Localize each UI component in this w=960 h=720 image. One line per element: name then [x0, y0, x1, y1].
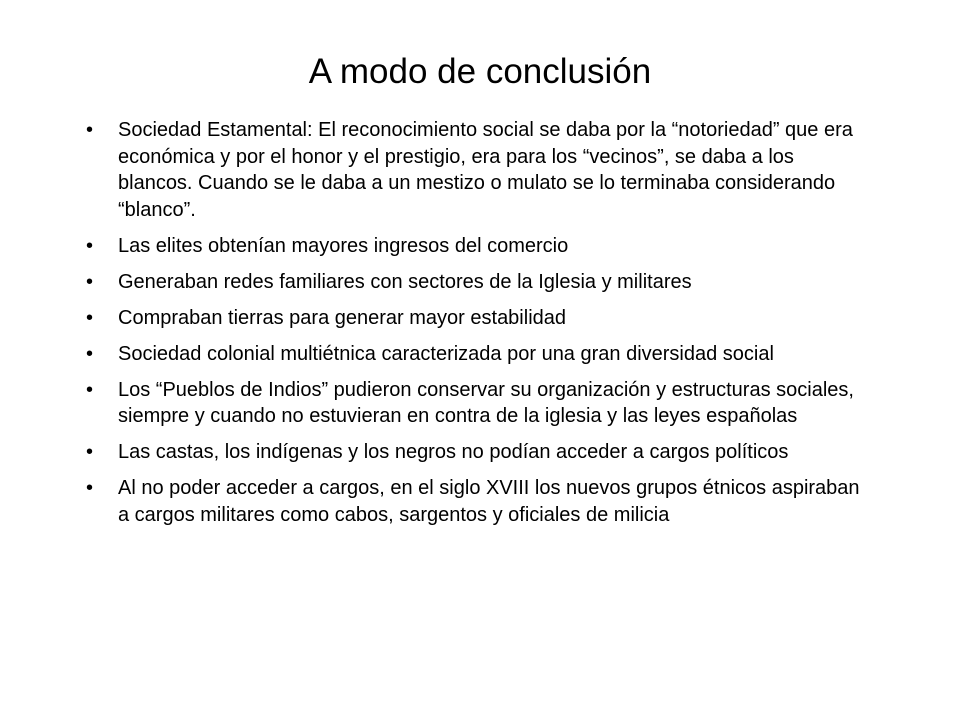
bullet-item	[82, 341, 868, 368]
bullet-icon: •	[86, 477, 94, 499]
bullet-icon: •	[86, 270, 94, 293]
bullet-item	[82, 269, 868, 296]
bullet-text: Compraban tierras para generar mayor estabilidad	[118, 306, 567, 329]
bullet-icon: •	[86, 234, 94, 257]
slide-title: A modo de conclusión	[308, 52, 652, 91]
bullet-item	[82, 439, 868, 466]
bullet-text: Las castas, los indígenas y los negros no podían acceder a cargos políticos	[118, 441, 789, 463]
bullet-text: Sociedad colonial multiétnica caracterizada por una gran diversidad social	[118, 342, 774, 365]
bullet-text: Las elites obtenían mayores ingresos del comercio	[118, 234, 569, 257]
bullet-icon: •	[86, 441, 94, 463]
bullet-item	[82, 475, 868, 528]
bullet-item	[82, 233, 868, 260]
bullet-item	[82, 377, 868, 430]
bullet-icon: •	[86, 342, 94, 365]
bullet-text: Los “Pueblos de Indios” pudieron conservar su organización y estructuras sociales, siempre y cuando no estuvieran en contra de la iglesia y las leyes españolas	[118, 378, 854, 427]
bullet-icon: •	[86, 119, 94, 141]
bullet-text: Generaban redes familiares con sectores de la Iglesia y militares	[118, 270, 692, 293]
bullet-list	[82, 117, 868, 538]
bullet-icon: •	[86, 306, 94, 329]
bullet-item	[82, 117, 868, 223]
bullet-text: Al no poder acceder a cargos, en el siglo XVIII los nuevos grupos étnicos aspiraban a cargos militares como cabos, sargentos y oficiales de milicia	[118, 477, 860, 526]
bullet-text: Sociedad Estamental: El reconocimiento social se daba por la “notoriedad” que era económica y por el honor y el prestigio, era para los “vecinos”, se daba a los blancos. Cuando se le daba a un mestizo o mulato se lo terminaba considerando “blanco”.	[118, 119, 853, 221]
bullet-icon: •	[86, 378, 94, 401]
bullet-item	[82, 305, 868, 332]
